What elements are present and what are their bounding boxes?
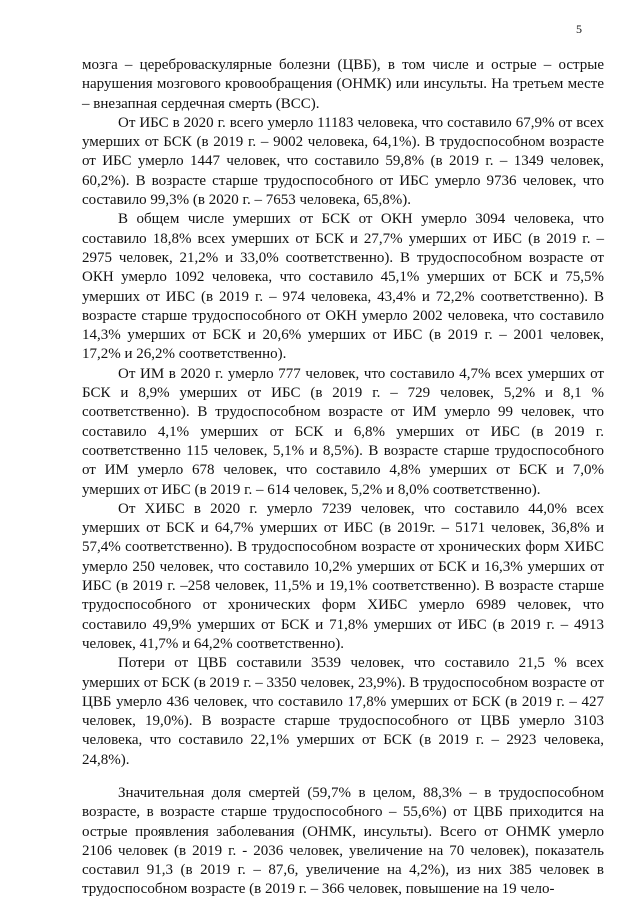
paragraph-im: От ИМ в 2020 г. умерло 777 человек, что составило 4,7% всех умерших от БСК и 8,9% умерших от ИБС (в 2019 г. – 729 человек, 5,2% и 8,1 % соответственно). В трудоспособном возрасте от ИМ умерло 99 человек, что составило 4,1% умерших от БСК и 6,8% умерших от ИБС (в 2019 г. соответственно 115 человек, 5,1% и 8,5%). В возрасте старше трудоспособного от ИМ умерло 678 человек, что составило 4,8% умерших от БСК и 7,0% умерших от ИБС (в 2019 г. – 614 человек, 5,2% и 8,0% соответственно). — [82, 365, 604, 498]
paragraph-cvb-losses: Потери от ЦВБ составили 3539 человек, что составило 21,5 % всех умерших от БСК (в 2019 г. – 3350 человек, 23,9%). В трудоспособном возрасте от ЦВБ умерло 436 человек, что составило 17,8% умерших от БСК (в 2019 г. – 427 человек, 19,0%). В возрасте старше трудоспособного от ЦВБ умерло 3103 человека, что составило 22,1% умерших от БСК (в 2019 г. – 2923 человека, 24,8%). — [82, 655, 604, 768]
paragraph-hibs: От ХИБС в 2020 г. умерло 7239 человек, что составило 44,0% всех умерших от БСК и 64,7% умерших от ИБС (в 2019г. – 5171 человек, 36,8% и 57,4% соответственно). В трудоспособном возрасте от хронических форм ХИБС умерло 250 человек, что составило 10,2% умерших от БСК и 16,3% умерших от ИБС (в 2019 г. –258 человек, 11,5% и 19,1% соответственно). В возрасте старше трудоспособного от хронических форм ХИБС умерло 6989 человек, что составило 49,9% умерших от БСК и 71,8% умерших от ИБС (в 2019 г. – 4913 человек, 41,7% и 64,2% соответственно). — [82, 500, 604, 652]
paragraph-ibs: От ИБС в 2020 г. всего умерло 11183 человека, что составило 67,9% от всех умерших от БСК (в 2019 г. – 9002 человека, 64,1%). В трудоспособном возрасте от ИБС умерло 1447 человек, что составило 59,8% (в 2019 г. – 1349 человек, 60,2%). В возрасте старше трудоспособного от ИБС умерло 9736 человек, что составило 99,3% (в 2020 г. – 7653 человека, 65,8%). — [82, 114, 604, 209]
paragraph-cvb-intro: мозга – цереброваскулярные болезни (ЦВБ), в том числе и острые – острые нарушения мозгового кровообращения (ОНМК) или инсульты. На третьем месте – внезапная сердечная смерть (ВСС). — [82, 57, 604, 112]
document-body — [82, 56, 604, 900]
paragraph-okn: В общем числе умерших от БСК от ОКН умерло 3094 человека, что составило 18,8% всех умерших от БСК и 27,7% умерших от ИБС (в 2019 г. – 2975 человек, 21,2% и 33,0% соответственно). В трудоспособном возрасте от ОКН умерло 1092 человека, что составило 45,1% умерших от БСК и 75,5% умерших от ИБС (в 2019 г. – 974 человека, 43,4% и 72,2% соответственно). В возрасте старше трудоспособного от ОКН умерло 2002 человека, что составило 14,3% умерших от БСК и 20,6% умерших от ИБС (в 2019 г. – 2001 человек, 17,2% и 26,2% соответственно). — [82, 211, 604, 363]
paragraph-onmk: Значительная доля смертей (59,7% в целом, 88,3% – в трудоспособном возрасте, в возрасте старше трудоспособного – 55,6%) от ЦВБ приходится на острые проявления заболевания (ОНМК, инсульты). Всего от ОНМК умерло 2106 человек (в 2019 г. - 2036 человек, увеличение на 70 человек), показатель составил 91,3 (в 2019 г. – 87,6, увеличение на 4,2%), из них 385 человек в трудоспособном возрасте (в 2019 г. – 366 человек, повышение на 19 чело- — [82, 784, 604, 898]
page-number: 5 — [576, 22, 582, 36]
